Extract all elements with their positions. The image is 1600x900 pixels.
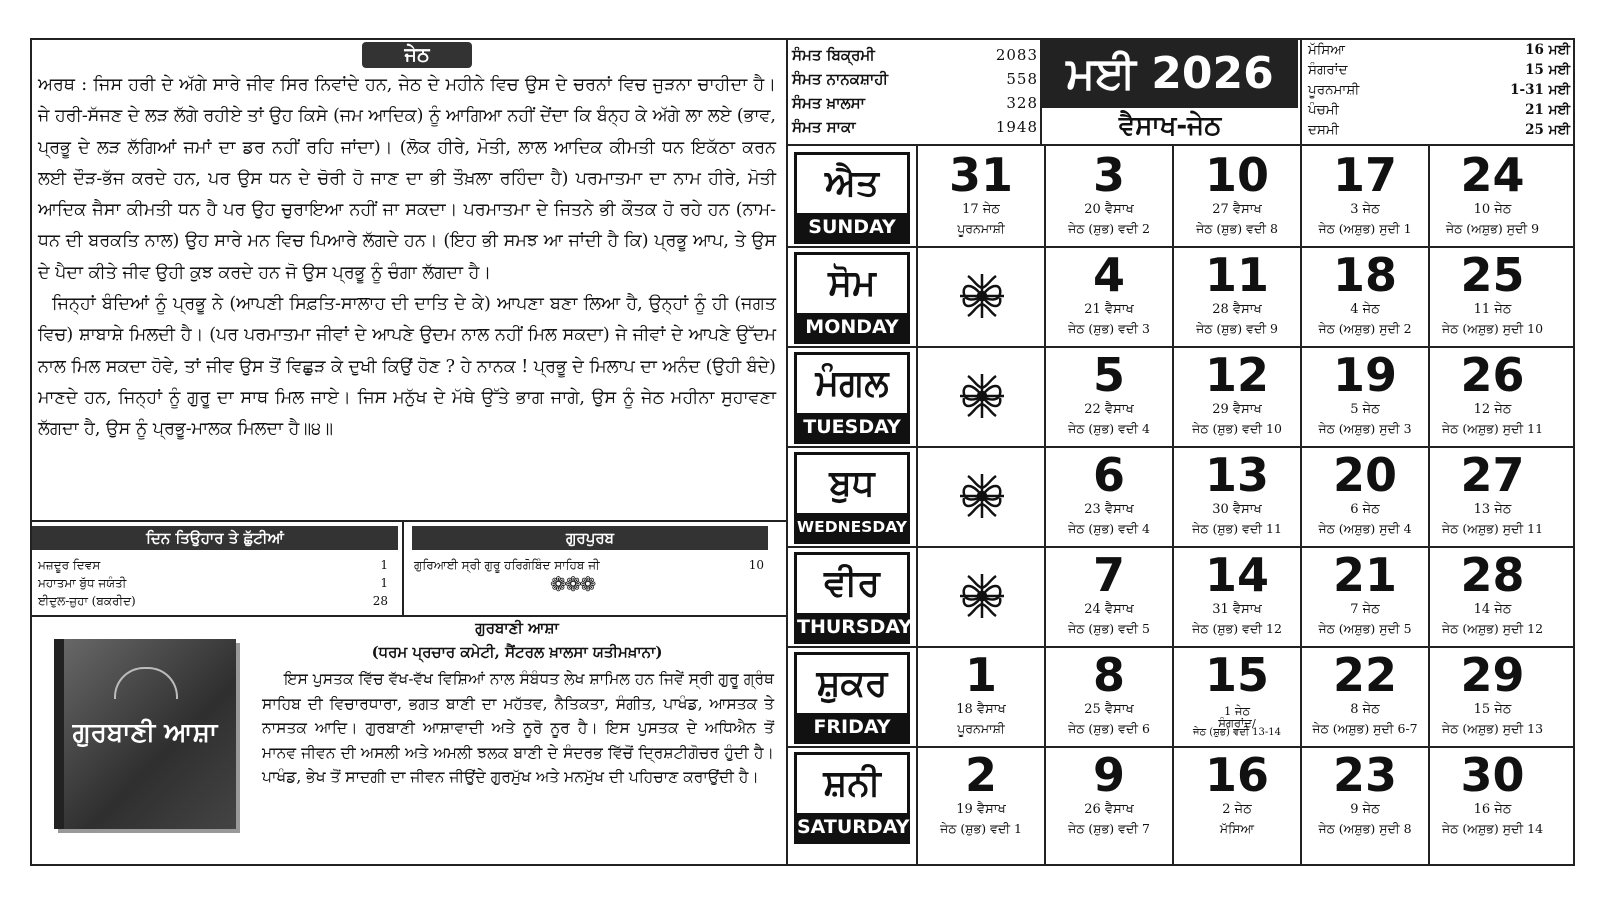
month-subtitle: ਵੈਸਾਖ-ਜੇਠ	[1118, 111, 1222, 141]
date-number: 13	[1204, 448, 1269, 502]
date-cell	[1046, 646, 1174, 746]
nanakshahi-date: 23 ਵੈਸਾਖ	[1084, 502, 1134, 517]
nanakshahi-date: 16 ਜੇਠ	[1473, 802, 1512, 817]
weekday-cell	[788, 346, 918, 446]
holiday-name: ਈਦੁਲ-ਜ਼ੁਹਾ (ਬਕਰੀਦ)	[38, 594, 136, 608]
samvat-row	[792, 70, 1038, 88]
samvat-box	[788, 40, 1042, 144]
date-cell	[1174, 146, 1302, 246]
event-date: 25 ਮਈ	[1525, 122, 1570, 138]
lunar-date: ਜੇਠ (ਸ਼ੁਭ) ਵਦੀ 2	[1068, 221, 1150, 236]
lunar-date: ਜੇਠ (ਸ਼ੁਭ) ਵਦੀ 10	[1192, 421, 1282, 436]
date-number: 27	[1460, 448, 1525, 502]
week-row-wednesday	[788, 446, 1575, 548]
date-number: 8	[1092, 648, 1125, 702]
nanakshahi-date: 11 ਜੇਠ	[1473, 302, 1512, 317]
date-number: 9	[1092, 748, 1125, 802]
nanakshahi-date: 9 ਜੇਠ	[1350, 802, 1380, 817]
lunar-date: ਜੇਠ (ਸ਼ੁਭ) ਵਦੀ 1	[940, 821, 1022, 836]
nanakshahi-date: 25 ਵੈਸਾਖ	[1084, 702, 1134, 717]
holiday-row	[38, 594, 388, 609]
date-number: 4	[1092, 248, 1125, 302]
holiday-row	[38, 576, 388, 591]
event-label: ਦਸਮੀ	[1308, 122, 1339, 138]
weekday-english: THURSDAY	[797, 613, 907, 641]
event-label: ਸੰਗਰਾਂਦ	[1308, 62, 1348, 78]
date-number: 5	[1092, 348, 1125, 402]
calendar-grid	[788, 144, 1575, 868]
weekday-cell	[788, 146, 918, 246]
lunar-date: ਪੂਰਨਮਾਸ਼ੀ	[957, 721, 1005, 736]
weekday-english: SATURDAY	[797, 813, 907, 841]
floral-ornament-icon	[954, 270, 1010, 326]
week-row-friday	[788, 646, 1575, 748]
floral-ornament-icon	[954, 570, 1010, 626]
samvat-row	[792, 94, 1038, 112]
samvat-label: ਸੰਮਤ ਬਿਕ੍ਰਮੀ	[792, 46, 875, 64]
nanakshahi-date: 4 ਜੇਠ	[1350, 302, 1380, 317]
nanakshahi-date: 14 ਜੇਠ	[1473, 602, 1512, 617]
date-cell	[1046, 246, 1174, 346]
nanakshahi-date: 17 ਜੇਠ	[962, 202, 1000, 217]
weekday-punjabi: ਬੁਧ	[829, 463, 875, 504]
date-cell	[1430, 146, 1555, 246]
date-cell	[1174, 246, 1302, 346]
date-cell	[1174, 746, 1302, 866]
date-cell	[1302, 246, 1430, 346]
lunar-date: ਜੇਠ (ਅਸ਼ੁਭ) ਸੁਦੀ 5	[1318, 621, 1412, 636]
date-number: 11	[1204, 248, 1269, 302]
week-row-saturday	[788, 746, 1575, 866]
info-strip	[32, 520, 786, 617]
section-tag: ਜੇਠ	[362, 42, 472, 68]
dome-icon	[114, 667, 178, 699]
week-row-thursday	[788, 546, 1575, 648]
lunar-date: ਜੇਠ (ਅਸ਼ੁਭ) ਸੁਦੀ 10	[1441, 321, 1544, 336]
date-number: 3	[1092, 148, 1125, 202]
weekday-label-box	[794, 152, 910, 244]
weekday-punjabi: ਸ਼ਨੀ	[823, 763, 881, 804]
weekday-punjabi: ਸ਼ੁਕਰ	[816, 663, 888, 704]
empty-cell	[918, 446, 1046, 546]
event-date: 15 ਮਈ	[1525, 62, 1570, 78]
lunar-date: ਜੇਠ (ਅਸ਼ੁਭ) ਸੁਦੀ 1	[1318, 221, 1412, 236]
weekday-cell	[788, 246, 918, 346]
holiday-date: 28	[372, 594, 388, 608]
nanakshahi-date: 2 ਜੇਠ	[1222, 802, 1252, 817]
samvat-value: 328	[1006, 94, 1038, 112]
event-row	[1308, 42, 1570, 58]
nanakshahi-date: 27 ਵੈਸਾਖ	[1212, 202, 1262, 217]
empty-cell	[918, 346, 1046, 446]
lunar-date: ਜੇਠ (ਸ਼ੁਭ) ਵਦੀ 4	[1068, 421, 1150, 436]
date-number: 21	[1332, 548, 1397, 602]
date-cell	[1430, 746, 1555, 866]
weekday-english: SUNDAY	[797, 213, 907, 241]
flower-ornament: ❁❁❁	[550, 572, 595, 596]
calendar-panel	[788, 40, 1575, 866]
date-number: 6	[1092, 448, 1125, 502]
gurpurab-box	[404, 522, 786, 615]
lunar-date: ਜੇਠ (ਅਸ਼ੁਭ) ਸੁਦੀ 8	[1318, 821, 1412, 836]
book-description: ਇਸ ਪੁਸਤਕ ਵਿੱਚ ਵੱਖ-ਵੱਖ ਵਿਸ਼ਿਆਂ ਨਾਲ ਸੰਬੰਧਤ ਲੇਖ ਸ਼ਾਮਿਲ ਹਨ ਜਿਵੇਂ ਸ੍ਰੀ ਗੁਰੂ ਗ੍ਰੰਥ ਸਾਹਿਬ ਦੀ ਵਿਚਾਰਧਾਰਾ, ਭਗਤ ਬਾਣੀ ਦਾ ਮਹੱਤਵ, ਨੈਤਿਕਤਾ, ਸੰਗੀਤ, ਪਾਖੰਡ, ਆਸਤਕ ਤੇ ਨਾਸਤਕ ਆਦਿ। ਗੁਰਬਾਣੀ ਆਸ਼ਾਵਾਦੀ ਅਤੇ ਨੂਰੋ ਨੂਰ ਹੈ। ਇਸ ਪੁਸਤਕ ਦੇ ਅਧਿਐਨ ਤੋਂ ਮਾਨਵ ਜੀਵਨ ਦੀ ਅਸਲੀ ਅਤੇ ਅਮਲੀ ਝਲਕ ਬਾਣੀ ਦੇ ਸੰਦਰਭ ਵਿੱਚੋਂ ਦ੍ਰਿਸ਼ਟੀਗੋਚਰ ਹੁੰਦੀ ਹੈ। ਪਾਖੰਡ, ਭੇਖ ਤੋਂ ਸਾਦਗੀ ਦਾ ਜੀਵਨ ਜੀਉਂਦੇ ਗੁਰਮੁੱਖ ਅਤੇ ਮਨਮੁੱਖ ਦੀ ਪਹਿਚਾਣ ਕਰਾਉਂਦੀ ਹੈ।	[262, 670, 774, 786]
date-cell	[1302, 146, 1430, 246]
nanakshahi-date: 10 ਜੇਠ	[1473, 202, 1512, 217]
date-number: 26	[1460, 348, 1525, 402]
date-cell	[1430, 546, 1555, 646]
lunar-date: ਜੇਠ (ਅਸ਼ੁਭ) ਸੁਦੀ 12	[1441, 621, 1544, 636]
event-label: ਮੱਸਿਆ	[1308, 42, 1345, 58]
lunar-date: ਜੇਠ (ਅਸ਼ੁਭ) ਸੁਦੀ 6-7	[1312, 721, 1418, 736]
date-cell	[1302, 646, 1430, 746]
date-cell	[1430, 346, 1555, 446]
lunar-date: ਜੇਠ (ਸ਼ੁਭ) ਵਦੀ 4	[1068, 521, 1150, 536]
nanakshahi-date: 8 ਜੇਠ	[1350, 702, 1380, 717]
lunar-date: ਜੇਠ (ਅਸ਼ੁਭ) ਸੁਦੀ 11	[1441, 421, 1544, 436]
nanakshahi-date: 19 ਵੈਸਾਖ	[956, 802, 1006, 817]
weekday-english: FRIDAY	[797, 713, 907, 741]
lunar-date: ਜੇਠ (ਸ਼ੁਭ) ਵਦੀ 11	[1192, 521, 1282, 536]
holiday-row	[38, 558, 388, 573]
date-cell	[1174, 546, 1302, 646]
nanakshahi-date: 28 ਵੈਸਾਖ	[1212, 302, 1262, 317]
event-date: 16 ਮਈ	[1525, 42, 1570, 58]
book-section	[32, 615, 786, 866]
samvat-row	[792, 46, 1038, 64]
nanakshahi-date: 12 ਜੇਠ	[1473, 402, 1512, 417]
lunar-date: ਜੇਠ (ਸ਼ੁਭ) ਵਦੀ 13-14	[1193, 727, 1281, 738]
date-number: 31	[948, 148, 1013, 202]
empty-cell	[918, 246, 1046, 346]
lunar-date: ਜੇਠ (ਅਸ਼ੁਭ) ਸੁਦੀ 2	[1318, 321, 1412, 336]
lunar-date: ਜੇਠ (ਅਸ਼ੁਭ) ਸੁਦੀ 14	[1441, 821, 1544, 836]
weekday-cell	[788, 546, 918, 646]
empty-cell	[918, 546, 1046, 646]
weekday-label-box	[794, 252, 910, 344]
holidays-title: ਦਿਨ ਤਿਉਹਾਰ ਤੇ ਛੁੱਟੀਆਂ	[32, 526, 398, 550]
date-number: 29	[1460, 648, 1525, 702]
gurpurab-title: ਗੁਰਪੁਰਬ	[412, 526, 768, 550]
nanakshahi-date: 6 ਜੇਠ	[1350, 502, 1380, 517]
date-number: 24	[1460, 148, 1525, 202]
meaning-paragraph-1: ਅਰਥ : ਜਿਸ ਹਰੀ ਦੇ ਅੱਗੇ ਸਾਰੇ ਜੀਵ ਸਿਰ ਨਿਵਾਂਦੇ ਹਨ, ਜੇਠ ਦੇ ਮਹੀਨੇ ਵਿਚ ਉਸ ਦੇ ਚਰਨਾਂ ਵਿਚ ਜੁੜਨਾ ਚਾਹੀਦਾ ਹੈ। ਜੇ ਹਰੀ-ਸੱਜਣ ਦੇ ਲੜ ਲੱਗੇ ਰਹੀਏ ਤਾਂ ਉਹ ਕਿਸੇ (ਜਮ ਆਦਿਕ) ਨੂੰ ਆਗਿਆ ਨਹੀਂ ਦੇਂਦਾ ਕਿ ਬੰਨ੍ਹ ਕੇ ਅੱਗੇ ਲਾ ਲਏ (ਭਾਵ, ਪ੍ਰਭੂ ਦੇ ਲੜ ਲੱਗਿਆਂ ਜਮਾਂ ਦਾ ਡਰ ਨਹੀਂ ਰਹਿ ਜਾਂਦਾ)। (ਲੋਕ ਹੀਰੇ, ਮੋਤੀ, ਲਾਲ ਆਦਿਕ ਕੀਮਤੀ ਧਨ ਇਕੱਠਾ ਕਰਨ ਲਈ ਦੌੜ-ਭੱਜ ਕਰਦੇ ਹਨ, ਪਰ ਉਸ ਧਨ ਦੇ ਚੋਰੀ ਹੋ ਜਾਣ ਦਾ ਭੀ ਤੌਖ਼ਲਾ ਰਹਿੰਦਾ ਹੈ) ਪਰਮਾਤਮਾ ਦਾ ਨਾਮ ਹੀਰੇ, ਮੋਤੀ ਆਦਿਕ ਜੈਸਾ ਕੀਮਤੀ ਧਨ ਹੈ ਪਰ ਉਹ ਚੁਰਾਇਆ ਨਹੀਂ ਜਾ ਸਕਦਾ। ਪਰਮਾਤਮਾ ਦੇ ਜਿਤਨੇ ਭੀ ਕੌਤਕ ਹੋ ਰਹੇ ਹਨ (ਨਾਮ-ਧਨ ਦੀ ਬਰਕਤਿ ਨਾਲ) ਉਹ ਸਾਰੇ ਮਨ ਵਿਚ ਪਿਆਰੇ ਲੱਗਦੇ ਹਨ। (ਇਹ ਭੀ ਸਮਝ ਆ ਜਾਂਦੀ ਹੈ ਕਿ) ਪ੍ਰਭੂ ਆਪ, ਤੇ ਉਸ ਦੇ ਪੈਦਾ ਕੀਤੇ ਜੀਵ ਉਹੀ ਕੁਝ ਕਰਦੇ ਹਨ ਜੋ ਉਸ ਪ੍ਰਭੂ ਨੂੰ ਚੰਗਾ ਲੱਗਦਾ ਹੈ।	[38, 75, 776, 283]
date-cell	[1046, 546, 1174, 646]
weekday-cell	[788, 746, 918, 866]
nanakshahi-date: 3 ਜੇਠ	[1350, 202, 1380, 217]
left-panel	[32, 40, 788, 866]
date-cell	[1430, 646, 1555, 746]
samvat-row	[792, 118, 1038, 136]
weekday-cell	[788, 646, 918, 746]
floral-ornament-icon	[954, 370, 1010, 426]
lunar-date: ਜੇਠ (ਅਸ਼ੁਭ) ਸੁਦੀ 9	[1445, 221, 1540, 236]
date-cell	[1046, 346, 1174, 446]
date-cell	[918, 646, 1046, 746]
lunar-date: ਜੇਠ (ਅਸ਼ੁਭ) ਸੁਦੀ 3	[1318, 421, 1412, 436]
holiday-date: 1	[380, 558, 388, 572]
weekday-punjabi: ਮੰਗਲ	[815, 363, 889, 404]
date-cell	[1302, 446, 1430, 546]
nanakshahi-date: 5 ਜੇਠ	[1350, 402, 1380, 417]
nanakshahi-date: 24 ਵੈਸਾਖ	[1084, 602, 1134, 617]
date-number: 19	[1332, 348, 1397, 402]
date-cell	[1302, 746, 1430, 866]
samvat-label: ਸੰਮਤ ਸਾਕਾ	[792, 118, 856, 136]
weekday-punjabi: ਵੀਰ	[824, 563, 880, 604]
meaning-text	[38, 70, 776, 446]
lunar-date: ਪੂਰਨਮਾਸ਼ੀ	[957, 221, 1005, 236]
week-row-sunday	[788, 146, 1575, 248]
lunar-date: ਜੇਠ (ਸ਼ੁਭ) ਵਦੀ 7	[1068, 821, 1150, 836]
weekday-label-box	[794, 752, 910, 844]
date-number: 14	[1204, 548, 1269, 602]
event-row	[1308, 102, 1570, 118]
floral-ornament-icon	[954, 470, 1010, 526]
date-number: 16	[1204, 748, 1269, 802]
week-row-tuesday	[788, 346, 1575, 448]
weekday-label-box	[794, 452, 910, 544]
lunar-date: ਜੇਠ (ਅਸ਼ੁਭ) ਸੁਦੀ 4	[1318, 521, 1412, 536]
holiday-name: ਮਹਾਤਮਾ ਬੁੱਧ ਜਯੰਤੀ	[38, 576, 127, 590]
nanakshahi-date: 7 ਜੇਠ	[1350, 602, 1380, 617]
week-row-monday	[788, 246, 1575, 348]
gurpurab-name: ਗੁਰਿਆਈ ਸ੍ਰੀ ਗੁਰੂ ਹਰਿਗੋਬਿੰਦ ਸਾਹਿਬ ਜੀ	[414, 558, 600, 572]
calendar-page	[30, 38, 1575, 866]
date-cell	[918, 146, 1046, 246]
samvat-value: 558	[1006, 70, 1038, 88]
date-number: 12	[1204, 348, 1269, 402]
date-cell	[1174, 646, 1302, 746]
nanakshahi-date: 30 ਵੈਸਾਖ	[1212, 502, 1262, 517]
nanakshahi-date: 26 ਵੈਸਾਖ	[1084, 802, 1134, 817]
date-number: 2	[964, 748, 997, 802]
samvat-label: ਸੰਮਤ ਨਾਨਕਸ਼ਾਹੀ	[792, 70, 888, 88]
samvat-value: 1948	[995, 118, 1038, 136]
date-cell	[1302, 546, 1430, 646]
date-cell	[1046, 746, 1174, 866]
book-title: ਗੁਰਬਾਣੀ ਆਸ਼ਾ	[475, 619, 559, 637]
date-number: 17	[1332, 148, 1397, 202]
date-number: 28	[1460, 548, 1525, 602]
date-cell	[918, 746, 1046, 866]
weekday-english: TUESDAY	[797, 413, 907, 441]
events-box	[1300, 40, 1577, 144]
date-number: 18	[1332, 248, 1397, 302]
book-cover-image	[54, 639, 236, 829]
date-number: 10	[1204, 148, 1269, 202]
weekday-english: MONDAY	[797, 313, 907, 341]
weekday-punjabi: ਸੋਮ	[828, 263, 876, 304]
date-number: 15	[1204, 648, 1269, 702]
nanakshahi-date: 21 ਵੈਸਾਖ	[1084, 302, 1134, 317]
event-row	[1308, 62, 1570, 78]
event-date: 1-31 ਮਈ	[1510, 82, 1570, 98]
gurpurab-row	[414, 558, 764, 573]
event-row	[1308, 82, 1570, 98]
nanakshahi-date: 1 ਜੇਠ	[1223, 704, 1251, 718]
date-cell	[1174, 346, 1302, 446]
event-label: ਪੰਚਮੀ	[1308, 102, 1339, 118]
lunar-date: ਜੇਠ (ਸ਼ੁਭ) ਵਦੀ 9	[1196, 321, 1278, 336]
meaning-paragraph-2: ਜਿਨ੍ਹਾਂ ਬੰਦਿਆਂ ਨੂੰ ਪ੍ਰਭੂ ਨੇ (ਆਪਣੀ ਸਿਫ਼ਤਿ-ਸਾਲਾਹ ਦੀ ਦਾਤਿ ਦੇ ਕੇ) ਆਪਣਾ ਬਣਾ ਲਿਆ ਹੈ, ਉਨ੍ਹਾਂ ਨੂੰ ਹੀ (ਜਗਤ ਵਿਚ) ਸ਼ਾਬਾਸ਼ੇ ਮਿਲਦੀ ਹੈ। (ਪਰ ਪਰਮਾਤਮਾ ਜੀਵਾਂ ਦੇ ਆਪਣੇ ਉਦਮ ਨਾਲ ਨਹੀਂ ਮਿਲ ਸਕਦਾ) ਜੇ ਜੀਵਾਂ ਦੇ ਆਪਣੇ ਉੱਦਮ ਨਾਲ ਮਿਲ ਸਕਦਾ ਹੋਵੇ, ਤਾਂ ਜੀਵ ਉਸ ਤੋਂ ਵਿਛੁੜ ਕੇ ਦੁਖੀ ਕਿਉਂ ਹੋਣ ? ਹੇ ਨਾਨਕ ! ਪ੍ਰਭੂ ਦੇ ਮਿਲਾਪ ਦਾ ਅਨੰਦ (ਉਹੀ ਬੰਦੇ) ਮਾਣਦੇ ਹਨ, ਜਿਨ੍ਹਾਂ ਨੂੰ ਗੁਰੂ ਦਾ ਸਾਥ ਮਿਲ ਜਾਏ। ਜਿਸ ਮਨੁੱਖ ਦੇ ਮੱਥੇ ਉੱਤੇ ਭਾਗ ਜਾਗੇ, ਉਸ ਨੂੰ ਜੇਠ ਮਹੀਨਾ ਸੁਹਾਵਣਾ ਲੱਗਦਾ ਹੈ, ਉਸ ਨੂੰ ਪ੍ਰਭੂ-ਮਾਲਕ ਮਿਲਦਾ ਹੈ॥੪॥	[38, 294, 776, 440]
samvat-value: 2083	[995, 46, 1038, 64]
book-subtitle: (ਧਰਮ ਪ੍ਰਚਾਰ ਕਮੇਟੀ, ਸੈਂਟਰਲ ਖ਼ਾਲਸਾ ਯਤੀਮਖ਼ਾਨਾ)	[371, 643, 663, 661]
samvat-label: ਸੰਮਤ ਖ਼ਾਲਸਾ	[792, 94, 865, 112]
weekday-english: WEDNESDAY	[797, 513, 907, 541]
date-cell	[1430, 246, 1555, 346]
event-row	[1308, 122, 1570, 138]
nanakshahi-date: 15 ਜੇਠ	[1473, 702, 1512, 717]
nanakshahi-date: 18 ਵੈਸਾਖ	[956, 702, 1006, 717]
holiday-name: ਮਜ਼ਦੂਰ ਦਿਵਸ	[38, 558, 101, 572]
date-number: 7	[1092, 548, 1125, 602]
event-label: ਪੂਰਨਮਾਸ਼ੀ	[1308, 82, 1360, 98]
event-note: ਸੰਗਰਾਂਦ/	[1218, 716, 1256, 730]
lunar-date: ਮੱਸਿਆ	[1219, 821, 1255, 836]
nanakshahi-date: 13 ਜੇਠ	[1473, 502, 1512, 517]
date-number: 20	[1332, 448, 1397, 502]
weekday-punjabi: ਐਤ	[825, 163, 879, 204]
date-cell	[1430, 446, 1555, 546]
date-cell	[1174, 446, 1302, 546]
date-number: 22	[1332, 648, 1397, 702]
holidays-box	[32, 522, 404, 615]
date-number: 25	[1460, 248, 1525, 302]
date-cell	[1046, 146, 1174, 246]
holiday-date: 1	[380, 576, 388, 590]
date-cell	[1046, 446, 1174, 546]
event-date: 21 ਮਈ	[1525, 102, 1570, 118]
nanakshahi-date: 22 ਵੈਸਾਖ	[1084, 402, 1134, 417]
nanakshahi-date: 20 ਵੈਸਾਖ	[1084, 202, 1134, 217]
date-number: 23	[1332, 748, 1397, 802]
weekday-label-box	[794, 352, 910, 444]
month-title: ਮਈ 2026	[1042, 40, 1298, 108]
lunar-date: ਜੇਠ (ਅਸ਼ੁਭ) ਸੁਦੀ 11	[1441, 521, 1544, 536]
book-cover-title: ਗੁਰਬਾਣੀ ਆਸ਼ਾ	[72, 718, 218, 748]
lunar-date: ਜੇਠ (ਸ਼ੁਭ) ਵਦੀ 5	[1068, 621, 1150, 636]
lunar-date: ਜੇਠ (ਸ਼ੁਭ) ਵਦੀ 3	[1068, 321, 1150, 336]
lunar-date: ਜੇਠ (ਸ਼ੁਭ) ਵਦੀ 8	[1196, 221, 1278, 236]
lunar-date: ਜੇਠ (ਅਸ਼ੁਭ) ਸੁਦੀ 13	[1441, 721, 1544, 736]
weekday-label-box	[794, 652, 910, 744]
nanakshahi-date: 29 ਵੈਸਾਖ	[1212, 402, 1262, 417]
month-box	[1042, 40, 1298, 144]
lunar-date: ਜੇਠ (ਸ਼ੁਭ) ਵਦੀ 12	[1192, 621, 1282, 636]
weekday-label-box	[794, 552, 913, 644]
date-number: 1	[964, 648, 997, 702]
date-number: 30	[1460, 748, 1525, 802]
lunar-date: ਜੇਠ (ਸ਼ੁਭ) ਵਦੀ 6	[1068, 721, 1150, 736]
date-cell	[1302, 346, 1430, 446]
weekday-cell	[788, 446, 918, 546]
gurpurab-date: 10	[748, 558, 764, 572]
nanakshahi-date: 31 ਵੈਸਾਖ	[1212, 602, 1262, 617]
